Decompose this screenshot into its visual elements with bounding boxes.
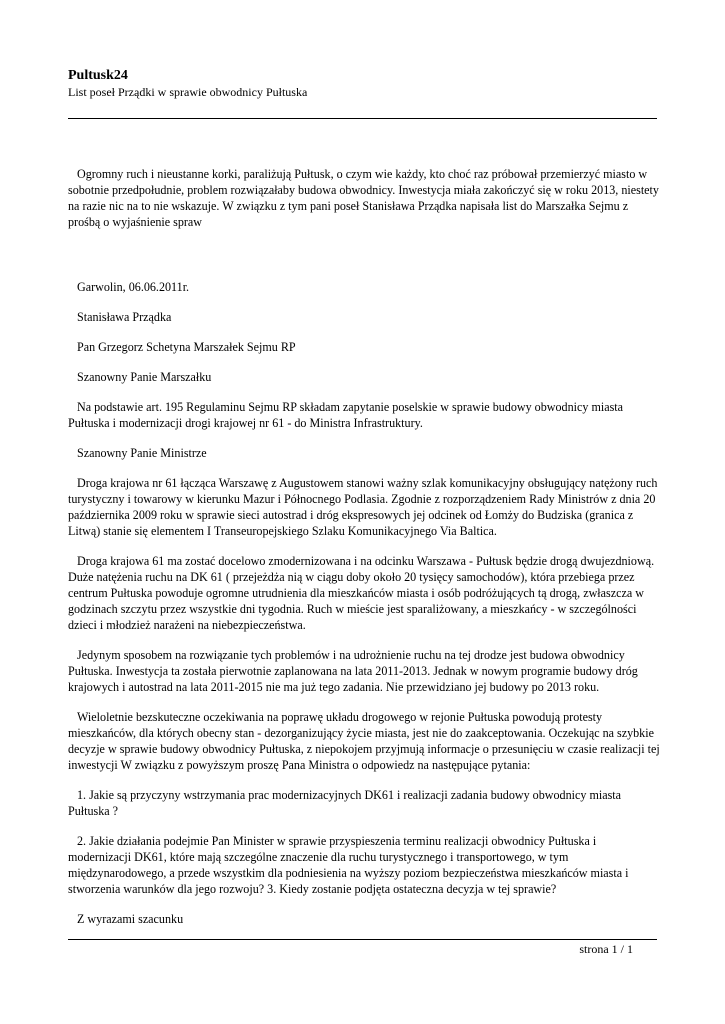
footer-divider <box>68 939 657 940</box>
question-2-3: 2. Jakie działania podejmie Pan Minister w sprawie przyspieszenia terminu realizacji obwodnicy Pułtuska i modernizacji DK61, które mają szczególne znaczenie dla ruchu turystycznego i transportowego, w tym międzynarodowego, a przede wszystkim dla podniesienia na wyższy poziom bezpieczeństwa mieszkańców miasta i stworzenia warunków dla jego rozwoju? 3. Kiedy zostanie podjęta ostateczna decyzja w tej sprawie? <box>68 834 629 896</box>
place-date: Garwolin, 06.06.2011r. <box>77 280 190 294</box>
paragraph-modernization: Droga krajowa 61 ma zostać docelowo zmodernizowana i na odcinku Warszawa - Pułtusk będzie drogą dwujezdniową. Duże natężenia ruchu na DK 61 ( przejeżdża nią w ciągu doby około 20 tysięcy samochodów), która przebiega przez centrum Pułtuska powoduje ogromne utrudnienia dla mieszkańców miasta i osób podróżujących tą drogą, zwłaszcza w godzinach szczytu przez wszystkie dni tygodnia. Ruch w mieście jest sparaliżowany, a mieszkańcy - w szczególności dzieci i młodzież narażeni na niebezpieczeństwa. <box>68 554 655 632</box>
page-number: strona 1 / 1 <box>579 942 633 956</box>
paragraph-request: Na podstawie art. 195 Regulaminu Sejmu RP składam zapytanie poselskie w sprawie budowy obwodnicy miasta Pułtuska i modernizacji drogi krajowej nr 61 - do Ministra Infrastruktury. <box>68 400 624 430</box>
page-header-subtitle: List poseł Prządki w sprawie obwodnicy Pułtuska <box>68 85 308 99</box>
question-1: 1. Jakie są przyczyny wstrzymania prac modernizacyjnych DK61 i realizacji zadania budowy obwodnicy miasta Pułtuska ? <box>68 788 622 818</box>
recipient: Pan Grzegorz Schetyna Marszałek Sejmu RP <box>77 340 296 354</box>
sender-name: Stanisława Prządka <box>77 310 172 324</box>
salutation-minister: Szanowny Panie Ministrze <box>77 446 207 460</box>
paragraph-road-61: Droga krajowa nr 61 łącząca Warszawę z Augustowem stanowi ważny szlak komunikacyjny obsługujący natężony ruch turystyczny i towarowy w kierunku Mazur i Północnego Podlasia. Zgodnie z rozporządzeniem Rady Ministrów z dnia 20 października 2009 roku w sprawie sieci autostrad i dróg ekspresowych jej odcinek od Łomży do Budziska (granica z Litwą) stanie się elementem I Transeuropejskiego Szlaku Komunikacyjnego Via Baltica. <box>68 476 658 538</box>
intro-paragraph: Ogromny ruch i nieustanne korki, paraliżują Pułtusk, o czym wie każdy, kto choć raz próbował przemierzyć miasto w sobotnie przedpołudnie, problem rozwiązałaby budowa obwodnicy. Inwestycja miała zakończyć się w roku 2013, niestety na razie nic na to nie wskazuje. W związku z tym pani poseł Stanisława Prządka napisała list do Marszałka Sejmu z prośbą o wyjaśnienie spraw <box>68 167 659 229</box>
header-divider <box>68 118 657 119</box>
salutation-marshal: Szanowny Panie Marszałku <box>77 370 212 384</box>
page-header-title: Pultusk24 <box>68 68 128 83</box>
closing: Z wyrazami szacunku <box>77 912 184 926</box>
document-body <box>68 166 660 927</box>
paragraph-protests: Wieloletnie bezskuteczne oczekiwania na poprawę układu drogowego w rejonie Pułtuska powodują protesty mieszkańców, dla których obecny stan - dezorganizujący życie miasta, jest nie do zaakceptowania. Oczekując na szybkie decyzje w sprawie budowy obwodnicy Pułtuska, z niepokojem przyjmują informacje o przesunięciu w czasie realizacji tej inwestycji W związku z powyższym proszę Pana Ministra o odpowiedz na następujące pytania: <box>68 710 660 772</box>
paragraph-bypass-solution: Jedynym sposobem na rozwiązanie tych problemów i na udrożnienie ruchu na tej drodze jest budowa obwodnicy Pułtuska. Inwestycja ta została pierwotnie zaplanowana na lata 2011-2013. Jednak w nowym programie budowy dróg krajowych i autostrad na lata 2011-2015 nie ma już tego zadania. Nie przewidziano jej budowy po 2013 roku. <box>68 648 638 694</box>
